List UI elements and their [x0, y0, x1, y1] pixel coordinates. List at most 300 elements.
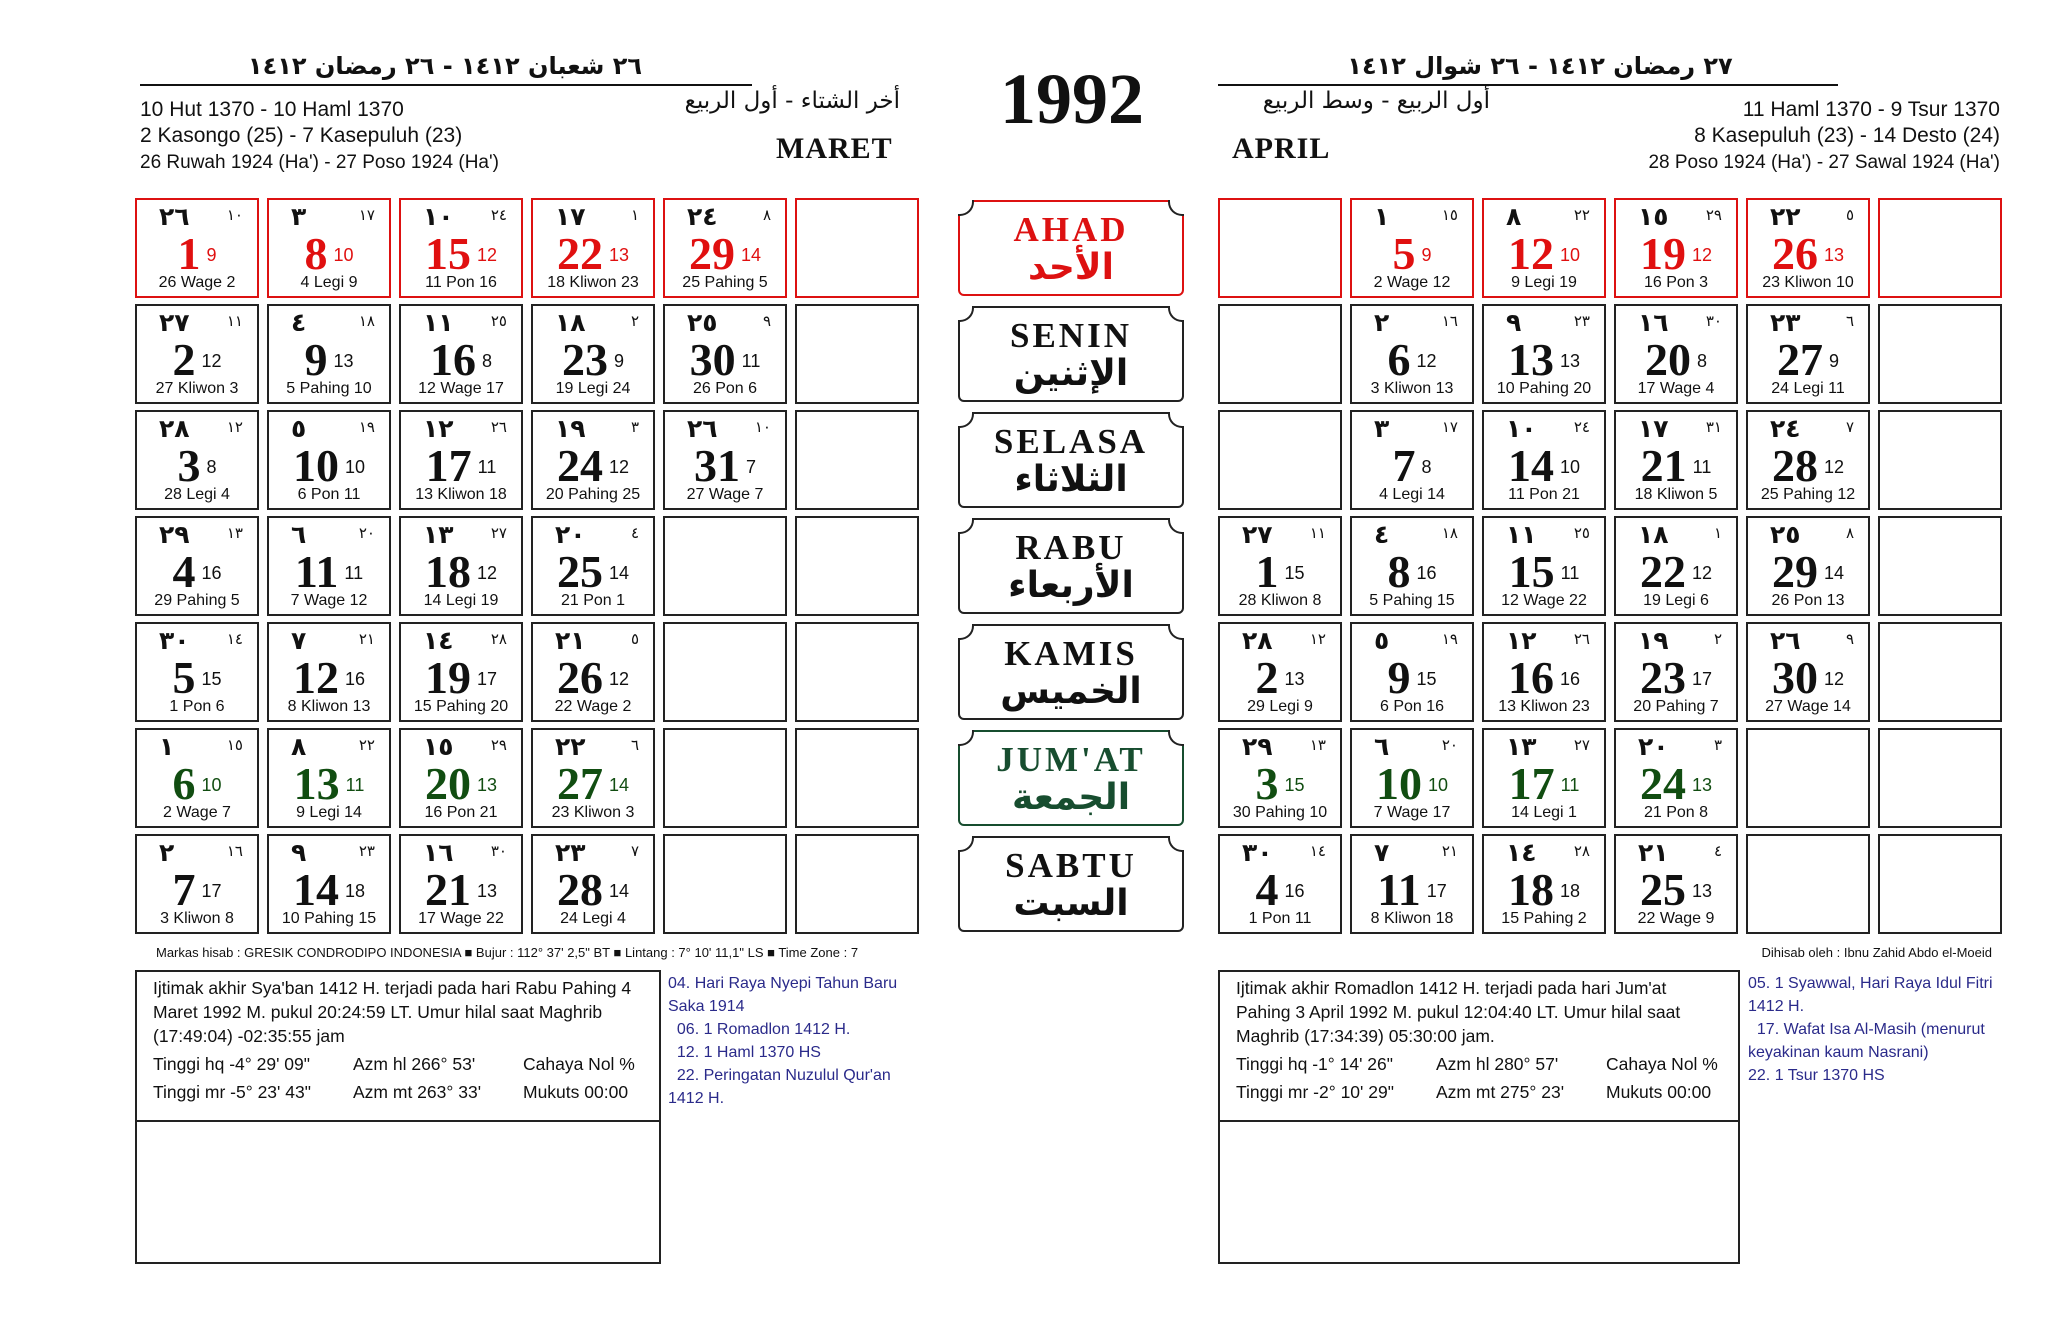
sun-date: 10 [1559, 245, 1581, 265]
empty-day-cell [795, 198, 919, 298]
javanese-pasaran: 16 Pon 21 [424, 804, 498, 821]
april-stat-tinggi-mr: Tinggi mr -2° 10' 29" [1236, 1082, 1394, 1102]
gregorian-date: 9 [1387, 652, 1411, 703]
hijri-date: ١٩ [1638, 626, 1669, 655]
javanese-pasaran: 8 Kliwon 18 [1370, 910, 1454, 927]
sun-date: 12 [1823, 669, 1845, 689]
javanese-pasaran: 6 Pon 11 [297, 486, 361, 503]
weekday-arabic: الإثنين [1013, 353, 1129, 394]
day-cell [267, 728, 391, 828]
alt-calendar-date: ١٧ [1441, 418, 1458, 436]
sun-date: 14 [608, 881, 630, 901]
javanese-pasaran: 27 Wage 7 [686, 486, 764, 503]
maret-hilal-stats [137, 1048, 659, 1108]
javanese-pasaran: 23 Kliwon 3 [551, 804, 635, 821]
day-cell [531, 834, 655, 934]
javanese-pasaran: 25 Pahing 12 [1760, 486, 1856, 503]
sun-date: 13 [1691, 881, 1713, 901]
april-solar-range: 11 Haml 1370 - 9 Tsur 1370 [1742, 98, 2000, 121]
day-cell [399, 198, 523, 298]
gregorian-date: 14 [292, 864, 339, 915]
sun-date: 18 [1559, 881, 1581, 901]
sun-date: 15 [201, 669, 222, 689]
gregorian-date: 12 [1507, 228, 1554, 279]
gregorian-date: 27 [556, 758, 603, 809]
gregorian-date: 20 [424, 758, 471, 809]
sun-date: 16 [344, 669, 366, 689]
day-cell [1746, 410, 1870, 510]
gregorian-date: 15 [1508, 546, 1555, 597]
hijri-date: ١٠ [423, 202, 454, 231]
hijri-date: ١ [1374, 202, 1390, 231]
day-cell [1350, 622, 1474, 722]
maret-note: 22. Peringatan Nuzulul Qur'an 1412 H. [668, 1067, 896, 1107]
empty-day-cell [663, 516, 787, 616]
gregorian-date: 28 [556, 864, 603, 915]
day-cell [1482, 728, 1606, 828]
day-cell [1614, 304, 1738, 404]
hijri-date: ٩ [291, 838, 307, 867]
hijri-date: ٢٧ [1242, 520, 1273, 549]
day-cell [135, 516, 259, 616]
hijri-date: ٤ [291, 308, 307, 337]
weekday-label-senin [958, 306, 1184, 402]
maret-solar-range: 10 Hut 1370 - 10 Haml 1370 [140, 98, 404, 121]
day-cell [1614, 198, 1738, 298]
gregorian-date: 9 [304, 334, 328, 385]
maret-info-divider [137, 1120, 659, 1122]
javanese-pasaran: 9 Legi 19 [1511, 274, 1577, 291]
gregorian-date: 23 [561, 334, 608, 385]
sun-date: 14 [608, 563, 630, 583]
day-cell [1350, 410, 1474, 510]
empty-day-cell [1218, 304, 1342, 404]
sun-date: 11 [741, 351, 761, 371]
day-cell [1482, 622, 1606, 722]
javanese-pasaran: 9 Legi 14 [296, 804, 362, 821]
day-cell [399, 728, 523, 828]
javanese-pasaran: 20 Pahing 25 [545, 486, 641, 503]
april-stat-azm-mt: Azm mt 275° 23' [1436, 1082, 1565, 1102]
gregorian-date: 29 [688, 228, 735, 279]
maret-ijtimak-text: Ijtimak akhir Sya'ban 1412 H. terjadi pada hari Rabu Pahing 4 Maret 1992 M. pukul 20:24:59 LT. Umur hilal saat Maghrib (17:49:04) -02:35:55 jam [153, 978, 632, 1046]
maret-note: 06. 1 Romadlon 1412 H. [668, 1021, 851, 1038]
sun-date: 8 [1421, 457, 1432, 477]
alt-calendar-date: ٢٨ [1573, 842, 1590, 860]
alt-calendar-date: ١٣ [1309, 736, 1326, 754]
april-note: 17. Wafat Isa Al-Masih (menurut keyakinan kaum Nasrani) [1748, 1021, 1990, 1061]
gregorian-date: 4 [172, 546, 196, 597]
sun-date: 7 [745, 457, 756, 477]
hijri-date: ٨ [1506, 202, 1522, 231]
javanese-pasaran: 22 Wage 2 [554, 698, 632, 715]
weekday-label-rabu [958, 518, 1184, 614]
april-info-divider [1220, 1120, 1738, 1122]
alt-calendar-date: ٢٤ [490, 206, 507, 224]
weekday-label-jumat [958, 730, 1184, 826]
javanese-pasaran: 19 Legi 6 [1643, 592, 1709, 609]
weekday-label-selasa [958, 412, 1184, 508]
gregorian-date: 24 [1639, 758, 1686, 809]
alt-calendar-date: ٢٩ [1705, 206, 1722, 224]
hijri-date: ٢٠ [555, 520, 586, 549]
sun-date: 13 [1284, 669, 1305, 689]
sun-date: 9 [1828, 351, 1839, 371]
sun-date: 14 [608, 775, 630, 795]
gregorian-date: 6 [172, 758, 196, 809]
sun-date: 9 [613, 351, 624, 371]
hijri-date: ٢٦ [687, 414, 718, 443]
weekday-latin: JUM'AT [996, 740, 1146, 779]
sun-date: 14 [1823, 563, 1845, 583]
gregorian-date: 7 [172, 864, 196, 915]
day-cell [267, 834, 391, 934]
sun-date: 12 [608, 457, 630, 477]
alt-calendar-date: ٢٧ [490, 524, 507, 542]
alt-calendar-date: ١٤ [226, 630, 243, 648]
hijri-date: ٣٠ [1242, 838, 1273, 867]
alt-calendar-date: ٢٣ [358, 842, 375, 860]
april-hilal-stats [1220, 1048, 1738, 1108]
gregorian-date: 15 [424, 228, 471, 279]
sun-date: 11 [1560, 775, 1580, 795]
april-note: 22. 1 Tsur 1370 HS [1748, 1067, 1885, 1084]
day-cell [1218, 622, 1342, 722]
sun-date: 12 [1416, 351, 1437, 371]
day-cell [267, 198, 391, 298]
hijri-date: ٢٦ [1770, 626, 1801, 655]
day-cell [531, 516, 655, 616]
gregorian-date: 10 [292, 440, 339, 491]
day-cell [267, 304, 391, 404]
day-cell [135, 622, 259, 722]
day-cell [663, 198, 787, 298]
sun-date: 9 [206, 245, 217, 265]
weekday-latin: KAMIS [1004, 634, 1138, 673]
gregorian-date: 11 [1377, 864, 1421, 915]
weekday-latin: SELASA [993, 422, 1149, 461]
weekday-latin: AHAD [1013, 210, 1129, 249]
hijri-date: ١٥ [1638, 202, 1669, 231]
hijri-date: ٢ [159, 838, 175, 867]
alt-calendar-date: ٥ [1845, 206, 1854, 224]
hijri-date: ٢٥ [1770, 520, 1801, 549]
hijri-date: ٦ [1374, 732, 1390, 761]
hijri-date: ١١ [423, 308, 454, 337]
day-cell [1482, 410, 1606, 510]
maret-location-footer: Markas hisab : GRESIK CONDRODIPO INDONESIA ■ Bujur : 112° 37' 2,5" BT ■ Lintang : 7° 10' 11,1" LS ■ Time Zone : 7 [156, 945, 859, 960]
gregorian-date: 31 [693, 440, 740, 491]
javanese-pasaran: 26 Pon 13 [1771, 592, 1845, 609]
javanese-pasaran: 22 Wage 9 [1637, 910, 1715, 927]
day-cell [1614, 834, 1738, 934]
javanese-pasaran: 15 Pahing 20 [413, 698, 509, 715]
alt-calendar-date: ٢٢ [358, 736, 375, 754]
hijri-date: ٤ [1374, 520, 1390, 549]
day-cell [135, 198, 259, 298]
day-cell [399, 622, 523, 722]
year-title: 1992 [1000, 59, 1144, 139]
weekday-label-ahad [958, 200, 1184, 296]
maret-holiday-notes [668, 972, 928, 1110]
hijri-date: ٩ [1506, 308, 1522, 337]
hijri-date: ٢٩ [1242, 732, 1273, 761]
javanese-pasaran: 29 Legi 9 [1247, 698, 1313, 715]
gregorian-date: 23 [1639, 652, 1686, 703]
weekday-latin: SABTU [1005, 846, 1137, 885]
javanese-pasaran: 21 Pon 8 [1643, 804, 1709, 821]
day-cell [663, 410, 787, 510]
javanese-pasaran: 17 Wage 4 [1637, 380, 1715, 397]
gregorian-date: 3 [1255, 758, 1279, 809]
hijri-date: ٢٢ [555, 732, 586, 761]
alt-calendar-date: ٣ [630, 418, 639, 436]
alt-calendar-date: ٢٩ [490, 736, 507, 754]
javanese-pasaran: 17 Wage 22 [418, 910, 504, 927]
day-cell [1746, 622, 1870, 722]
april-info-box [1218, 970, 1740, 1264]
gregorian-date: 16 [1507, 652, 1554, 703]
day-cell [267, 622, 391, 722]
hijri-date: ٧ [291, 626, 307, 655]
hijri-date: ١٨ [555, 308, 586, 337]
alt-calendar-date: ١٥ [226, 736, 243, 754]
gregorian-date: 19 [1639, 228, 1686, 279]
empty-day-cell [1878, 410, 2002, 510]
hijri-date: ١٦ [1638, 308, 1669, 337]
day-cell [267, 516, 391, 616]
hijri-date: ١٦ [423, 838, 454, 867]
alt-calendar-date: ٢١ [1441, 842, 1458, 860]
hijri-date: ٣٠ [159, 626, 190, 655]
hijri-date: ١٣ [1506, 732, 1537, 761]
gregorian-date: 10 [1375, 758, 1422, 809]
alt-calendar-date: ٤ [630, 524, 639, 542]
april-season: أول الربيع - وسط الربيع [1262, 88, 1490, 114]
day-cell [1350, 516, 1474, 616]
gregorian-date: 5 [172, 652, 196, 703]
maret-month-title: MARET [776, 132, 893, 165]
day-cell [1746, 198, 1870, 298]
alt-calendar-date: ٣ [1713, 736, 1722, 754]
javanese-pasaran: 18 Kliwon 23 [547, 274, 639, 291]
maret-stat-cahaya: Cahaya Nol % [523, 1054, 635, 1074]
javanese-pasaran: 10 Pahing 15 [281, 910, 377, 927]
hijri-date: ٢٢ [1770, 202, 1801, 231]
javanese-pasaran: 5 Pahing 15 [1369, 592, 1455, 609]
javanese-pasaran: 7 Wage 17 [1373, 804, 1451, 821]
day-cell [531, 728, 655, 828]
empty-day-cell [795, 410, 919, 510]
empty-day-cell [1218, 410, 1342, 510]
javanese-pasaran: 19 Legi 24 [555, 380, 631, 397]
gregorian-date: 18 [424, 546, 471, 597]
javanese-pasaran: 16 Pon 3 [1643, 274, 1709, 291]
alt-calendar-date: ٨ [762, 206, 771, 224]
maret-header-rule [140, 84, 752, 86]
gregorian-date: 8 [1387, 546, 1411, 597]
hijri-date: ٣ [1374, 414, 1390, 443]
day-cell [399, 516, 523, 616]
alt-calendar-date: ٢٢ [1573, 206, 1590, 224]
sun-date: 10 [1559, 457, 1581, 477]
maret-stat-azm-mt: Azm mt 263° 33' [353, 1082, 482, 1102]
alt-calendar-date: ١٩ [1441, 630, 1458, 648]
empty-day-cell [1878, 304, 2002, 404]
maret-info-box [135, 970, 661, 1264]
alt-calendar-date: ٧ [630, 842, 639, 860]
hijri-date: ٢ [1374, 308, 1390, 337]
alt-calendar-date: ١ [630, 206, 639, 224]
maret-note: 12. 1 Haml 1370 HS [668, 1044, 821, 1061]
alt-calendar-date: ٢٠ [358, 524, 375, 542]
gregorian-date: 30 [689, 334, 736, 385]
hijri-date: ٢٤ [687, 202, 718, 231]
april-stat-tinggi-hq: Tinggi hq -1° 14' 26" [1236, 1054, 1393, 1074]
day-cell [1350, 198, 1474, 298]
javanese-pasaran: 4 Legi 9 [300, 274, 358, 291]
alt-calendar-date: ١٠ [226, 206, 243, 224]
alt-calendar-date: ٩ [1845, 630, 1854, 648]
alt-calendar-date: ٢٦ [490, 418, 507, 436]
sun-date: 16 [1416, 563, 1437, 583]
javanese-pasaran: 13 Kliwon 23 [1498, 698, 1590, 715]
maret-stat-azm-hl: Azm hl 266° 53' [353, 1054, 476, 1074]
alt-calendar-date: ١٢ [1309, 630, 1326, 648]
hijri-date: ٢٣ [555, 838, 586, 867]
alt-calendar-date: ٢٤ [1573, 418, 1590, 436]
gregorian-date: 22 [1639, 546, 1686, 597]
gregorian-date: 13 [1507, 334, 1554, 385]
sun-date: 13 [476, 775, 498, 795]
alt-calendar-date: ٢٨ [490, 630, 507, 648]
alt-calendar-date: ١٢ [226, 418, 243, 436]
javanese-pasaran: 6 Pon 16 [1379, 698, 1445, 715]
maret-note: 04. Hari Raya Nyepi Tahun Baru Saka 1914 [668, 975, 902, 1015]
day-cell [531, 198, 655, 298]
day-cell [1482, 198, 1606, 298]
hijri-date: ٢٩ [159, 520, 190, 549]
javanese-pasaran: 11 Pon 21 [1508, 486, 1580, 503]
weekday-latin: RABU [1015, 528, 1127, 567]
sun-date: 15 [1416, 669, 1437, 689]
gregorian-date: 20 [1644, 334, 1691, 385]
april-holiday-notes [1748, 972, 1998, 1087]
gregorian-date: 18 [1507, 864, 1554, 915]
empty-day-cell [663, 834, 787, 934]
weekday-label-kamis [958, 624, 1184, 720]
hijri-date: ١٨ [1638, 520, 1669, 549]
weekday-arabic: الثلاثاء [1014, 459, 1128, 500]
day-cell [1614, 516, 1738, 616]
april-note: 05. 1 Syawwal, Hari Raya Idul Fitri 1412 H. [1748, 975, 1997, 1015]
javanese-pasaran: 29 Pahing 5 [154, 592, 240, 609]
alt-calendar-date: ٣٠ [1705, 312, 1722, 330]
april-author-footer: Dihisab oleh : Ibnu Zahid Abdo el-Moeid [1761, 945, 1992, 960]
alt-calendar-date: ٨ [1845, 524, 1854, 542]
hijri-date: ١٢ [423, 414, 454, 443]
sun-date: 11 [1560, 563, 1580, 583]
day-cell [135, 410, 259, 510]
sun-date: 8 [1696, 351, 1707, 371]
alt-calendar-date: ٥ [630, 630, 639, 648]
alt-calendar-date: ٢٣ [1573, 312, 1590, 330]
april-stat-mukuts: Mukuts 00:00 [1606, 1082, 1712, 1102]
sun-date: 12 [1691, 245, 1713, 265]
javanese-pasaran: 27 Kliwon 3 [155, 380, 239, 397]
empty-day-cell [663, 622, 787, 722]
javanese-pasaran: 7 Wage 12 [290, 592, 368, 609]
weekday-arabic: الأربعاء [1008, 565, 1134, 606]
hijri-date: ٨ [291, 732, 307, 761]
sun-date: 8 [206, 457, 217, 477]
day-cell [663, 304, 787, 404]
sun-date: 17 [1691, 669, 1713, 689]
gregorian-date: 8 [304, 228, 328, 279]
sun-date: 11 [1692, 457, 1712, 477]
javanese-pasaran: 10 Pahing 20 [1496, 380, 1592, 397]
javanese-pasaran: 14 Legi 19 [423, 592, 499, 609]
gregorian-date: 11 [294, 546, 339, 597]
sun-date: 17 [476, 669, 498, 689]
hijri-date: ١٢ [1506, 626, 1537, 655]
hijri-date: ٧ [1374, 838, 1390, 867]
day-cell [135, 304, 259, 404]
gregorian-date: 27 [1776, 334, 1823, 385]
april-month-title: APRIL [1232, 132, 1331, 165]
javanese-pasaran: 12 Wage 17 [418, 380, 504, 397]
sun-date: 13 [476, 881, 498, 901]
hijri-date: ١٠ [1506, 414, 1537, 443]
alt-calendar-date: ٢ [1713, 630, 1722, 648]
hijri-date: ٢١ [555, 626, 586, 655]
empty-day-cell [795, 516, 919, 616]
alt-calendar-date: ٢١ [358, 630, 375, 648]
javanese-pasaran: 11 Pon 16 [425, 274, 497, 291]
hijri-date: ١٩ [555, 414, 586, 443]
javanese-pasaran: 4 Legi 14 [1379, 486, 1445, 503]
alt-calendar-date: ١١ [226, 312, 243, 330]
empty-day-cell [1218, 198, 1342, 298]
gregorian-date: 5 [1392, 228, 1416, 279]
day-cell [1218, 516, 1342, 616]
sun-date: 12 [201, 351, 222, 371]
gregorian-date: 12 [292, 652, 339, 703]
hijri-date: ٢٠ [1638, 732, 1669, 761]
alt-calendar-date: ١٣ [226, 524, 243, 542]
javanese-pasaran: 24 Legi 11 [1771, 380, 1845, 397]
alt-calendar-date: ١٧ [358, 206, 375, 224]
javanese-pasaran: 28 Kliwon 8 [1238, 592, 1322, 609]
day-cell [1482, 516, 1606, 616]
sun-date: 16 [1559, 669, 1581, 689]
day-cell [135, 728, 259, 828]
hijri-date: ١٧ [1638, 414, 1669, 443]
sun-date: 12 [1823, 457, 1845, 477]
javanese-pasaran: 25 Pahing 5 [682, 274, 768, 291]
alt-calendar-date: ٢٧ [1573, 736, 1590, 754]
day-cell [135, 834, 259, 934]
hijri-date: ١٣ [423, 520, 454, 549]
gregorian-date: 4 [1255, 864, 1279, 915]
sun-date: 14 [740, 245, 762, 265]
sun-date: 9 [1421, 245, 1432, 265]
empty-day-cell [1746, 834, 1870, 934]
sun-date: 13 [1691, 775, 1713, 795]
alt-calendar-date: ١٥ [1441, 206, 1458, 224]
sun-date: 12 [476, 245, 498, 265]
javanese-pasaran: 15 Pahing 2 [1501, 910, 1587, 927]
